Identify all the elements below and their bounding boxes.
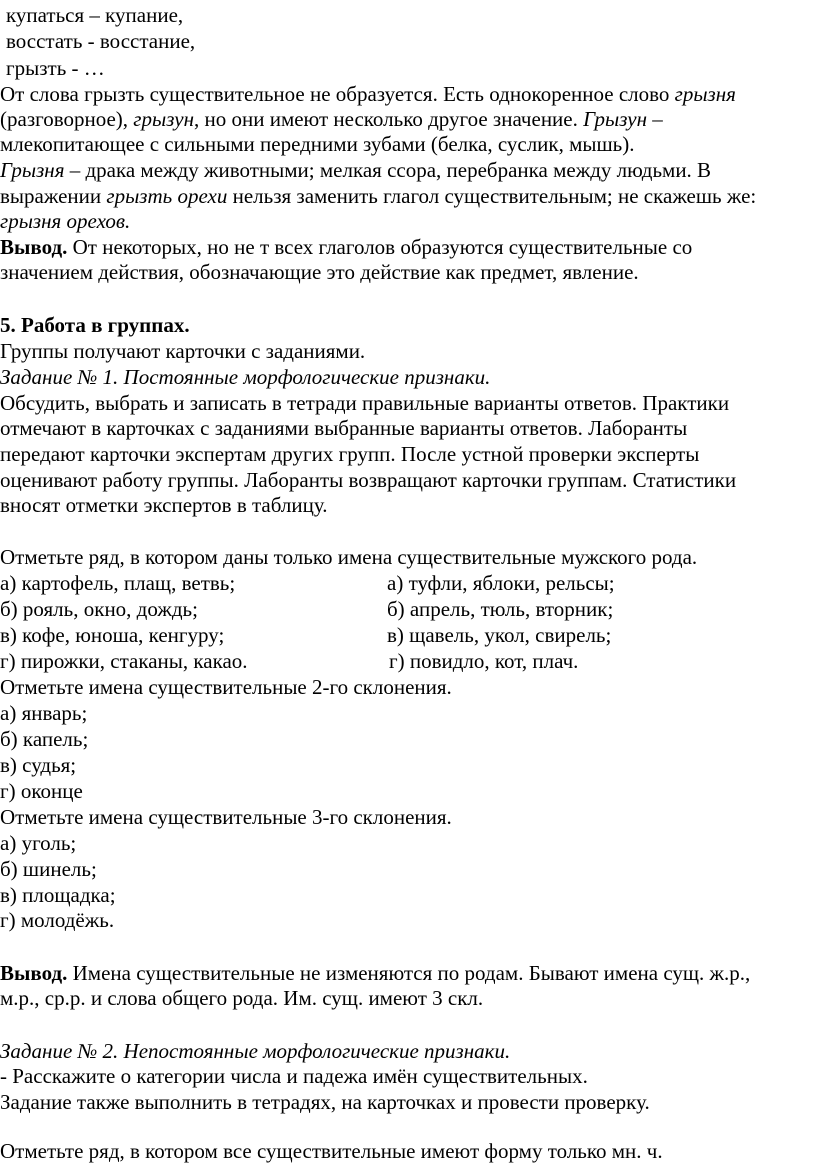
- question-line: Отметьте имена существительные 3-го склонения.: [0, 805, 452, 829]
- option-line: г) молодёжь.: [0, 908, 115, 932]
- paragraph-line: вносят отметки экспертов в таблицу.: [0, 493, 328, 517]
- option-right: а) туфли, яблоки, рельсы;: [387, 571, 615, 595]
- option-row: [0, 570, 615, 596]
- option-right: б) апрель, тюль, вторник;: [387, 597, 614, 621]
- option-line: б) шинель;: [0, 857, 97, 881]
- italic-term: грызня: [674, 82, 736, 106]
- italic-term: Грызня: [0, 158, 65, 182]
- paragraph-line: [0, 183, 756, 209]
- option-right: в) щавель, укол, свирель;: [387, 623, 612, 647]
- option-row: [0, 596, 614, 622]
- paragraph-line: Обсудить, выбрать и записать в тетради правильные варианты ответов. Практики: [0, 391, 730, 415]
- paragraph-line: [0, 81, 736, 107]
- option-line: в) площадка;: [0, 883, 116, 907]
- section-heading: 5. Работа в группах.: [0, 313, 190, 337]
- option-line: г) оконце: [0, 779, 83, 803]
- option-line: б) капель;: [0, 727, 89, 751]
- conclusion-line: [0, 234, 692, 260]
- text: , но они имеют несколько другое значение.: [193, 107, 584, 131]
- paragraph-line: передают карточки экспертам других групп. После устной проверки эксперты: [0, 442, 700, 466]
- option-line: а) январь;: [0, 701, 88, 725]
- option-right: г) повидло, кот, плач.: [389, 649, 579, 673]
- paragraph-line: Группы получают карточки с заданиями.: [0, 339, 366, 363]
- question-line: Отметьте ряд, в котором даны только имена существительные мужского рода.: [0, 545, 698, 569]
- text: нельзя заменить глагол существительным; не скажешь же:: [227, 184, 757, 208]
- text: выражении: [0, 184, 107, 208]
- text: –: [647, 107, 663, 131]
- option-row: [0, 648, 579, 674]
- italic-term: Грызун: [583, 107, 647, 131]
- italic-line: грызня орехов.: [0, 209, 131, 233]
- text-line: восстать - восстание,: [6, 29, 196, 53]
- text-line: купаться – купание,: [6, 3, 184, 27]
- paragraph-line: - Расскажите о категории числа и падежа имён существительных.: [0, 1064, 588, 1088]
- option-left: г) пирожки, стаканы, какао.: [0, 649, 248, 673]
- option-row: [0, 622, 612, 648]
- question-line: Отметьте ряд, в котором все существительные имеют форму только мн. ч.: [0, 1139, 663, 1163]
- conclusion-line: [0, 960, 750, 986]
- paragraph-line: млекопитающее с сильными передними зубами (белка, суслик, мышь).: [0, 132, 635, 156]
- paragraph-line: отмечают в карточках с заданиями выбранные варианты ответов. Лаборанты: [0, 416, 688, 440]
- italic-term: грызун: [133, 107, 194, 131]
- paragraph-line: значением действия, обозначающие это действие как предмет, явление.: [0, 260, 639, 284]
- italic-term: грызть орехи: [106, 184, 228, 208]
- paragraph-line: оценивают работу группы. Лаборанты возвращают карточки группам. Статистики: [0, 468, 737, 492]
- text: От некоторых, но не т всех глаголов образуются существительные со: [67, 235, 693, 259]
- option-left: а) картофель, плащ, ветвь;: [0, 571, 236, 595]
- conclusion-label: Вывод.: [0, 961, 68, 985]
- option-line: в) судья;: [0, 753, 77, 777]
- option-line: а) уголь;: [0, 831, 77, 855]
- text-line: грызть - …: [6, 56, 105, 80]
- text: От слова грызть существительное не образуется. Есть однокоренное слово: [0, 82, 675, 106]
- text: – драка между животными; мелкая ссора, перебранка между людьми. В: [64, 158, 712, 182]
- text: Имена существительные не изменяются по родам. Бывают имена сущ. ж.р.,: [67, 961, 751, 985]
- paragraph-line: м.р., ср.р. и слова общего рода. Им. сущ. имеют 3 скл.: [0, 986, 484, 1010]
- question-line: Отметьте имена существительные 2-го склонения.: [0, 675, 452, 699]
- paragraph-line: Задание также выполнить в тетрадях, на карточках и провести проверку.: [0, 1090, 650, 1114]
- option-left: в) кофе, юноша, кенгуру;: [0, 623, 225, 647]
- conclusion-label: Вывод.: [0, 235, 68, 259]
- paragraph-line: [0, 157, 711, 183]
- task-heading: Задание № 2. Непостоянные морфологические признаки.: [0, 1039, 511, 1063]
- option-left: б) рояль, окно, дождь;: [0, 597, 198, 621]
- text: (разговорное),: [0, 107, 134, 131]
- paragraph-line: [0, 106, 663, 132]
- task-heading: Задание № 1. Постоянные морфологические признаки.: [0, 365, 491, 389]
